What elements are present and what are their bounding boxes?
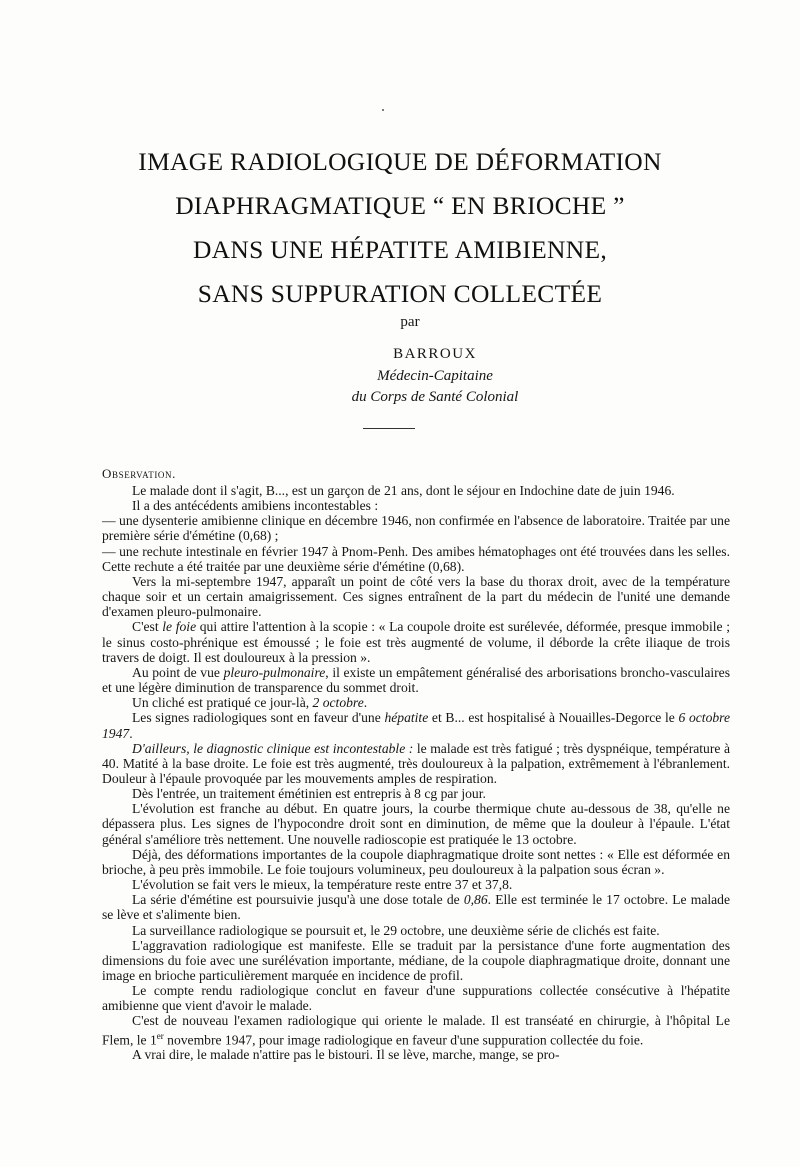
paragraph: A vrai dire, le malade n'attire pas le bistouri. Il se lève, marche, mange, se pro- [132, 1047, 560, 1063]
article-body [102, 483, 730, 1062]
separator-rule [363, 428, 415, 429]
scan-speck [382, 109, 384, 111]
title-line: SANS SUPPURATION COLLECTÉE [197, 279, 603, 308]
section-heading: Observation. [102, 466, 176, 481]
paragraph: Les signes radiologiques sont en faveur d'une hépatite et B... est hospitalisé à Nouailles-Degorce le 6 octobre 1947. [102, 710, 730, 741]
title-line: DANS UNE HÉPATITE AMIBIENNE, [192, 235, 608, 264]
article-title [60, 140, 740, 316]
paragraph: C'est le foie qui attire l'attention à la scopie : « La coupole droite est surélevée, déformée, presque immobile ; le sinus costo-phrénique est émoussé ; le foie est très augmenté de volume, il déborde la crête iliaque de trois travers de doigt. Il est douloureux à la pression ». [102, 619, 731, 665]
paragraph: L'évolution se fait vers le mieux, la température reste entre 37 et 37,8. [132, 877, 513, 893]
paragraph: La série d'émétine est poursuivie jusqu'à une dose totale de 0,86. Elle est terminée le 17 octobre. Le malade se lève et s'alimente bien. [102, 892, 730, 923]
paragraph: C'est de nouveau l'examen radiologique qui oriente le malade. Il est transéaté en chirurgie, à l'hôpital Le Flem, le 1er novembre 1947, pour image radiologique en faveur d'une suppuration collectée du foie. [102, 1013, 730, 1048]
paragraph: L'évolution est franche au début. En quatre jours, la courbe thermique chute au-dessous de 38, qu'elle ne dépassera plus. Les signes de l'hypocondre droit sont en diminution, de même que la douleur à l'épaule. L'état général s'améliore très nettement. Une nouvelle radioscopie est pratiquée le 13 octobre. [102, 801, 730, 847]
paragraph: — une rechute intestinale en février 1947 à Pnom-Penh. Des amibes hématophages ont été trouvées dans les selles. Cette rechute a été traitée par une deuxième série d'émétine (0,68). [102, 543, 730, 574]
paragraph: Le malade dont il s'agit, B..., est un garçon de 21 ans, dont le séjour en Indochine date de juin 1946. [132, 483, 675, 498]
author-role [0, 366, 800, 408]
byline-par: par [400, 314, 420, 330]
paragraph: Un cliché est pratiqué ce jour-là, 2 octobre. [132, 695, 368, 711]
paragraph: Vers la mi-septembre 1947, apparaît un point de côté vers la base du thorax droit, avec de la température chaque soir et un certain amaigrissement. Ces signes entraînent de la part du médecin de l'unité une demande d'examen pleuro-pulmonaire. [102, 573, 730, 620]
paragraph: Dès l'entrée, un traitement émétinien est entrepris à 8 cg par jour. [132, 786, 486, 802]
author-role-line: Médecin-Capitaine [377, 368, 493, 384]
paragraph: Il a des antécédents amibiens incontestables : [132, 498, 379, 514]
paragraph: Déjà, des déformations importantes de la coupole diaphragmatique droite sont nettes : « Elle est déformée en brioche, à peu près immobile. Le foie toujours volumineux, peu douloureux à la palpation sous écran ». [102, 846, 730, 877]
title-line: DIAPHRAGMATIQUE “ EN BRIOCHE ” [175, 191, 625, 220]
title-line: IMAGE RADIOLOGIQUE DE DÉFORMATION [138, 147, 662, 176]
author-role-line: du Corps de Santé Colonial [351, 389, 519, 405]
paragraph: L'aggravation radiologique est manifeste. Elle se traduit par la persistance d'une forte augmentation des dimensions du foie avec une surélévation importante, médiane, de la coupole diaphragmatique droite, donnant une image en brioche particulièrement marquée en incidence de profil. [102, 937, 730, 983]
paragraph: Le compte rendu radiologique conclut en faveur d'une suppurations collectée consécutive à l'hépatite amibienne que vient d'avoir le malade. [102, 983, 730, 1014]
paragraph: D'ailleurs, le diagnostic clinique est incontestable : le malade est très fatigué ; très dyspnéique, température à 40. Matité à la base droite. Le foie est très augmenté, très douloureux à la palpation, extrêmement à l'ébranlement. Douleur à l'épaule provoquée par les mouvements amples de respiration. [102, 740, 730, 786]
author-name: BARROUX [393, 346, 477, 362]
paragraph: Au point de vue pleuro-pulmonaire, il existe un empâtement généralisé des arborisations broncho-vasculaires et une légère diminution de transparence du sommet droit. [102, 664, 730, 696]
paragraph: — une dysenterie amibienne clinique en décembre 1946, non confirmée en l'absence de laboratoire. Traitée par une première série d'émétine (0,68) ; [102, 513, 730, 544]
paragraph: La surveillance radiologique se poursuit et, le 29 octobre, une deuxième série de clichés est faite. [132, 922, 660, 938]
